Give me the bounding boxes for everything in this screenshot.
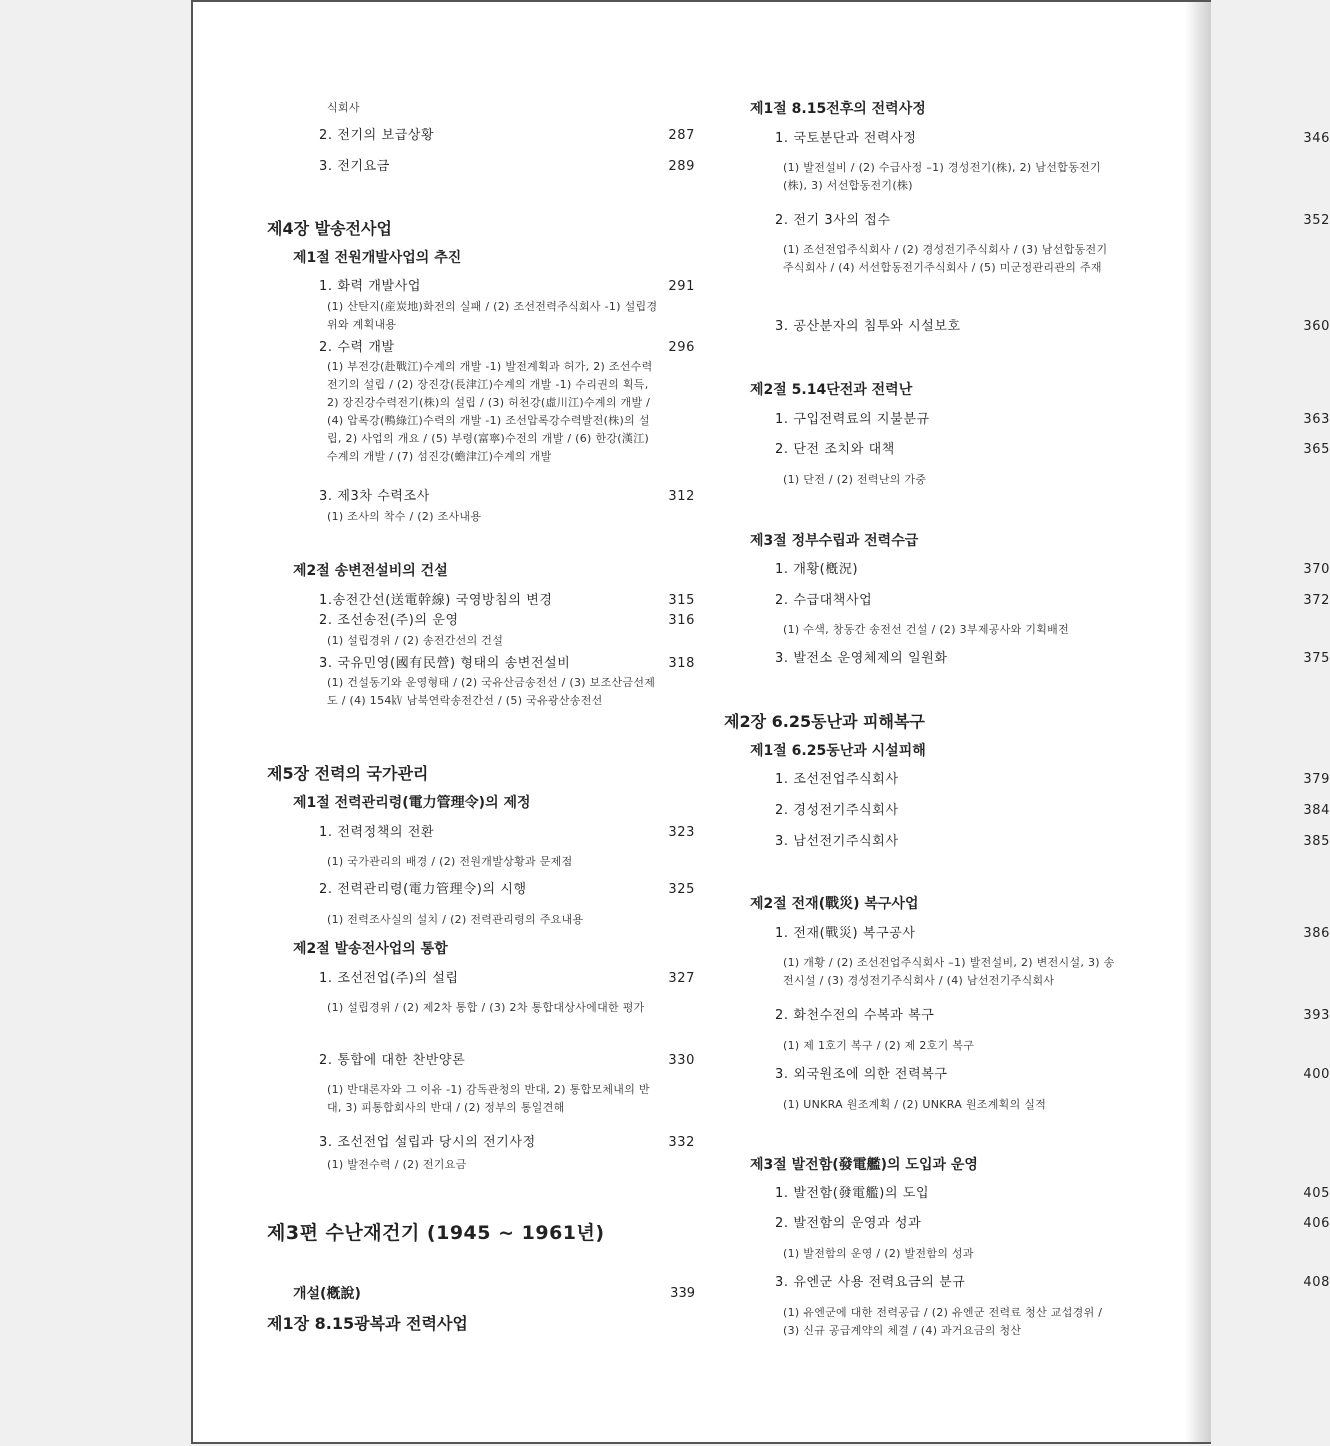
page-number: 291 bbox=[668, 279, 695, 294]
page-number: 327 bbox=[668, 971, 695, 986]
toc-subitems bbox=[327, 508, 659, 526]
toc-subitems bbox=[783, 241, 1115, 277]
part-heading-text: 제3편 수난재건기 (1945 ~ 1961년) bbox=[267, 1222, 605, 1244]
toc-subitems bbox=[327, 298, 659, 334]
toc-subitems-text: (1) 전력조사실의 설치 / (2) 전력관리령의 주요내용 bbox=[327, 913, 584, 926]
page-number: 400 bbox=[1303, 1067, 1330, 1082]
toc-subitems-text: (1) 설립경위 / (2) 송전간선의 건설 bbox=[327, 634, 504, 647]
toc-item-text: 1. 구입전력료의 지불분규 bbox=[775, 412, 930, 427]
toc-subitems bbox=[783, 1245, 1115, 1263]
toc-subitems-text: (1) 발전수력 / (2) 전기요금 bbox=[327, 1158, 467, 1171]
toc-subitems bbox=[327, 674, 659, 710]
page-number: 287 bbox=[668, 128, 695, 143]
chapter-heading-text: 제2장 6.25동난과 피해복구 bbox=[724, 712, 925, 731]
toc-item-text: 3. 제3차 수력조사 bbox=[319, 489, 430, 504]
page-number: 296 bbox=[668, 340, 695, 355]
page-number: 370 bbox=[1303, 562, 1330, 577]
toc-item-text: 3. 외국원조에 의한 전력복구 bbox=[775, 1067, 948, 1082]
toc-item-text: 3. 국유민영(國有民營) 형태의 송변전설비 bbox=[319, 656, 571, 671]
toc-subitems-text: (1) 개황 / (2) 조선전업주식회사 –1) 발전설비, 2) 변전시설, 3) 송전시설 / (3) 경성전기주식회사 / (4) 남선전기주식회사 bbox=[783, 956, 1115, 987]
section-heading-text: 제2절 송변전설비의 건설 bbox=[293, 563, 448, 579]
document-page bbox=[191, 0, 1330, 1444]
toc-subitems bbox=[327, 1156, 659, 1174]
toc-item-text: 1. 조선전업(주)의 설립 bbox=[319, 971, 459, 986]
toc-subitems-text: (1) 조사의 착수 / (2) 조사내용 bbox=[327, 510, 482, 523]
page-number: 312 bbox=[668, 489, 695, 504]
page-number: 365 bbox=[1303, 442, 1330, 457]
page-number: 339 bbox=[670, 1286, 695, 1301]
toc-subitems-text: (1) 산탄지(産炭地)화전의 실패 / (2) 조선전력주식회사 -1) 설립경위와 계획내용 bbox=[327, 300, 658, 331]
toc-item-text: 2. 전기 3사의 접수 bbox=[775, 213, 891, 228]
page-number: 289 bbox=[668, 159, 695, 174]
toc-subitems-text: (1) 건설동기와 운영형태 / (2) 국유산금송전선 / (3) 보조산금선제도 / (4) 154㎸ 남북연락송전간선 / (5) 국유광산송전선 bbox=[327, 676, 656, 707]
toc-subitems-text: (1) 발전함의 운영 / (2) 발전함의 성과 bbox=[783, 1247, 974, 1260]
page-number: 363 bbox=[1303, 412, 1330, 427]
section-heading-text: 개설(槪說) bbox=[293, 1286, 361, 1302]
section-heading-text: 제1절 전원개발사업의 추진 bbox=[293, 250, 462, 266]
toc-subitems-text: (1) 수색, 창동간 송전선 건설 / (2) 3부제공사와 기획배전 bbox=[783, 623, 1070, 636]
chapter-heading-text: 제5장 전력의 국가관리 bbox=[267, 764, 429, 783]
toc-item-text: 2. 전력관리령(電力管理令)의 시행 bbox=[319, 882, 527, 897]
toc-subitems bbox=[327, 853, 659, 871]
section-heading-text: 제1절 6.25동난과 시설피해 bbox=[750, 743, 926, 759]
toc-subitems-text: (1) 단전 / (2) 전력난의 가중 bbox=[783, 473, 927, 486]
page-number: 318 bbox=[668, 656, 695, 671]
toc-subitems bbox=[327, 911, 659, 929]
page-number: 375 bbox=[1303, 651, 1330, 666]
section-heading-text: 제2절 발송전사업의 통합 bbox=[293, 941, 448, 957]
section-heading-text: 제3절 정부수립과 전력수급 bbox=[750, 533, 919, 549]
toc-subitems-text: 식회사 bbox=[327, 101, 360, 114]
page-number: 346 bbox=[1303, 131, 1330, 146]
toc-item-text: 1. 국토분단과 전력사정 bbox=[775, 131, 917, 146]
toc-item-text: 2. 통합에 대한 찬반양론 bbox=[319, 1053, 466, 1068]
page-number: 352 bbox=[1303, 213, 1330, 228]
toc-item-text: 2. 경성전기주식회사 bbox=[775, 803, 899, 818]
toc-subitems bbox=[783, 1304, 1115, 1340]
page-number: 408 bbox=[1303, 1275, 1330, 1290]
toc-item-text: 1.송전간선(送電幹線) 국영방침의 변경 bbox=[319, 593, 553, 608]
toc-item-text: 3. 전기요금 bbox=[319, 159, 390, 174]
toc-subitems bbox=[327, 632, 659, 650]
section-heading-text: 제2절 전재(戰災) 복구사업 bbox=[750, 896, 919, 912]
toc-item-text: 2. 조선송전(주)의 운영 bbox=[319, 613, 459, 628]
page-number: 385 bbox=[1303, 834, 1330, 849]
chapter-heading-text: 제1장 8.15광복과 전력사업 bbox=[267, 1314, 468, 1333]
page-number: 325 bbox=[668, 882, 695, 897]
toc-item-text: 3. 조선전업 설립과 당시의 전기사정 bbox=[319, 1135, 536, 1150]
page-number: 323 bbox=[668, 825, 695, 840]
toc-subitems-text: (1) 반대론자와 그 이유 -1) 감독관청의 반대, 2) 통합모체내의 반대, 3) 피통합회사의 반대 / (2) 정부의 통일견해 bbox=[327, 1083, 650, 1114]
toc-item-text: 1. 화력 개발사업 bbox=[319, 279, 422, 294]
toc-subitems-text: (1) 유엔군에 대한 전력공급 / (2) 유엔군 전력료 청산 교섭경위 / (3) 신규 공급계약의 체결 / (4) 과거요금의 청산 bbox=[783, 1306, 1103, 1337]
page-number: 315 bbox=[668, 593, 695, 608]
page-number: 406 bbox=[1303, 1216, 1330, 1231]
toc-subitems-text: (1) 발전설비 / (2) 수급사정 –1) 경성전기(株), 2) 남선합동전기(株), 3) 서선합동전기(株) bbox=[783, 161, 1101, 192]
section-heading-text: 제1절 8.15전후의 전력사정 bbox=[750, 101, 926, 117]
page-number: 393 bbox=[1303, 1008, 1330, 1023]
toc-subitems bbox=[327, 358, 659, 466]
toc-subitems bbox=[327, 999, 659, 1017]
toc-item-text: 3. 남선전기주식회사 bbox=[775, 834, 899, 849]
toc-subitems-text: (1) 조선전업주식회사 / (2) 경성전기주식회사 / (3) 남선합동전기주식회사 / (4) 서선합동전기주식회사 / (5) 미군정관리관의 주재 bbox=[783, 243, 1108, 274]
toc-item-text: 1. 전재(戰災) 복구공사 bbox=[775, 926, 916, 941]
section-heading-text: 제2절 5.14단전과 전력난 bbox=[750, 382, 913, 398]
page-number: 330 bbox=[668, 1053, 695, 1068]
toc-subitems bbox=[327, 1081, 659, 1117]
toc-subitems-text: (1) 국가관리의 배경 / (2) 전원개발상황과 문제점 bbox=[327, 855, 573, 868]
page-number: 372 bbox=[1303, 593, 1330, 608]
page-number: 316 bbox=[668, 613, 695, 628]
page-number: 379 bbox=[1303, 772, 1330, 787]
toc-item-text: 2. 단전 조치와 대책 bbox=[775, 442, 895, 457]
toc-subitems bbox=[783, 159, 1115, 195]
chapter-heading-text: 제4장 발송전사업 bbox=[267, 219, 392, 238]
section-heading-text: 제1절 전력관리령(電力管理令)의 제정 bbox=[293, 795, 531, 811]
toc-subitems-text: (1) 설립경위 / (2) 제2차 통합 / (3) 2차 통합대상사에대한 평가 bbox=[327, 1001, 645, 1014]
page-number: 405 bbox=[1303, 1186, 1330, 1201]
toc-item-text: 3. 유엔군 사용 전력요금의 분규 bbox=[775, 1275, 966, 1290]
toc-item-text: 2. 수급대책사업 bbox=[775, 593, 873, 608]
section-heading-text: 제3절 발전함(發電艦)의 도입과 운영 bbox=[750, 1157, 978, 1173]
toc-item-text: 1. 전력정책의 전환 bbox=[319, 825, 435, 840]
page-number: 384 bbox=[1303, 803, 1330, 818]
toc-subitems-text: (1) UNKRA 원조계획 / (2) UNKRA 원조계획의 실적 bbox=[783, 1098, 1047, 1111]
toc-item-text: 2. 수력 개발 bbox=[319, 340, 395, 355]
toc-item-text: 2. 발전함의 운영과 성과 bbox=[775, 1216, 922, 1231]
page-number: 360 bbox=[1303, 319, 1330, 334]
toc-subitems bbox=[783, 471, 1115, 489]
toc-item-text: 3. 발전소 운영체제의 일원화 bbox=[775, 651, 948, 666]
page-number: 332 bbox=[668, 1135, 695, 1150]
toc-subitems-text: (1) 부전강(赴戰江)수계의 개발 -1) 발전계획과 허가, 2) 조선수력전기의 설립 / (2) 장진강(長津江)수계의 개발 -1) 수리권의 획득, 2) 장진강수력전기(株)의 설립 / (3) 허천강(虛川江)수계의 개발 / (4) 압록강(鴨綠江)수력의 개발 -1) 조선압록강수력발전(株)의 설립, 2) 사업의 개요 / (5) 부령(富寧)수전의 개발 / (6) 한강(漢江)수계의 개발 / (7) 섬진강(蟾津江)수계의 개발 bbox=[327, 360, 653, 463]
toc-subitems bbox=[783, 1037, 1115, 1055]
toc-subitems-text: (1) 제 1호기 복구 / (2) 제 2호기 복구 bbox=[783, 1039, 975, 1052]
page-number: 386 bbox=[1303, 926, 1330, 941]
toc-subitems bbox=[327, 99, 659, 117]
toc-item-text: 1. 개황(槪況) bbox=[775, 562, 859, 577]
toc-item-text: 1. 조선전업주식회사 bbox=[775, 772, 899, 787]
toc-item-text: 3. 공산분자의 침투와 시설보호 bbox=[775, 319, 961, 334]
toc-subitems bbox=[783, 954, 1115, 990]
toc-item-text: 1. 발전함(發電艦)의 도입 bbox=[775, 1186, 930, 1201]
toc-subitems bbox=[783, 621, 1115, 639]
toc-item-text: 2. 전기의 보급상황 bbox=[319, 128, 435, 143]
toc-item-text: 2. 화천수전의 수복과 복구 bbox=[775, 1008, 935, 1023]
toc-subitems bbox=[783, 1096, 1115, 1114]
